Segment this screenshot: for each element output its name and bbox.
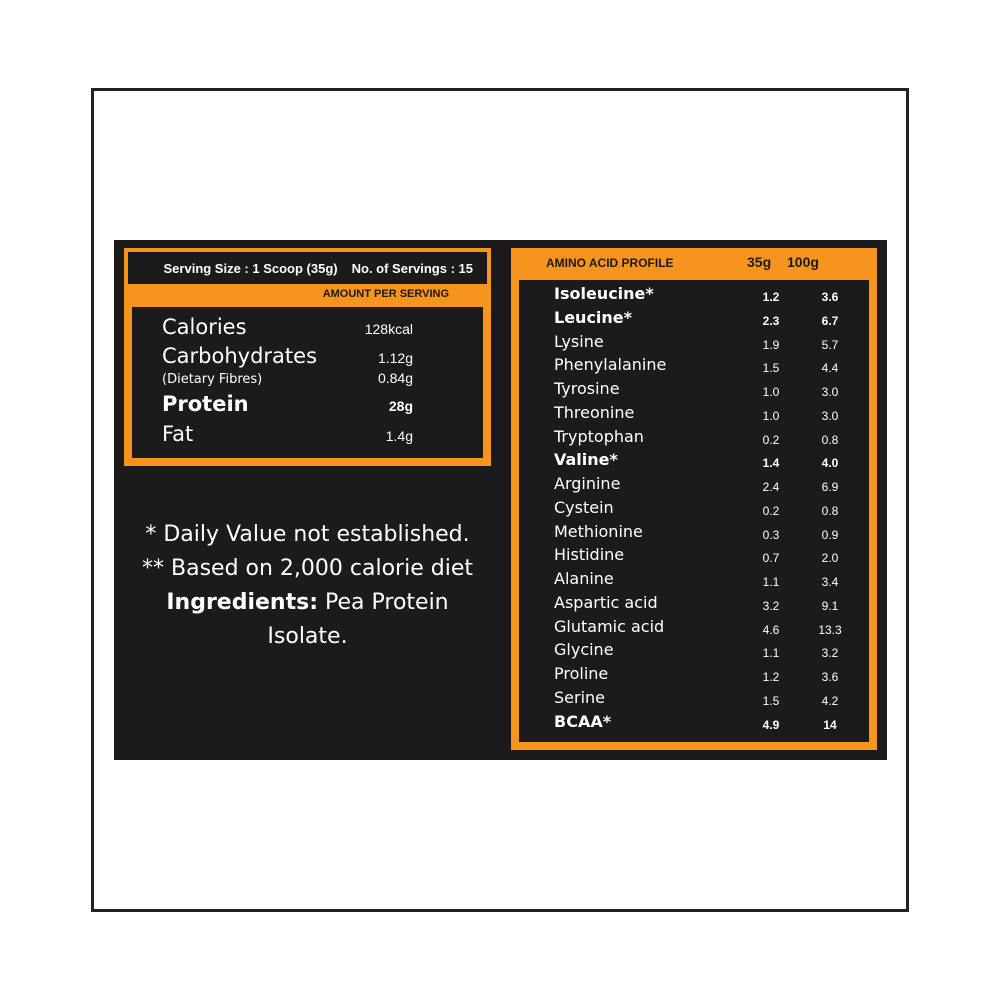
amino-value-35g: 1.2 [762,670,780,684]
amino-value-35g: 1.5 [762,693,780,708]
note-daily-value: * Daily Value not established. [145,522,470,547]
amino-name: Methionine [554,521,643,541]
nutrient-name: Protein [162,392,249,416]
amino-value-100g: 0.8 [821,503,839,518]
nutrition-row [162,392,413,416]
amino-value-100g: 4.0 [821,456,839,471]
amino-value-35g: 3.2 [762,598,780,613]
servings-count: No. of Servings : 15 [351,260,473,276]
nutrition-table [128,303,487,462]
serving-info [128,252,487,284]
amino-value-35g: 0.7 [762,551,780,566]
amino-acid-profile-box [511,248,877,750]
amino-value-35g: 1.2 [762,290,780,304]
amino-name: Leucine* [554,307,633,327]
amino-row [519,498,869,522]
amino-name: Aspartic acid [554,592,658,612]
nutrition-row [162,344,413,368]
amino-row [519,474,869,498]
amino-value-35g: 0.2 [762,432,780,447]
amino-value-100g: 3.6 [821,670,839,684]
amino-value-100g: 9.1 [821,598,839,613]
amino-row [519,593,869,617]
amino-row [519,688,869,712]
amino-value-35g: 1.1 [762,646,780,661]
amino-name: Valine* [554,450,618,470]
amino-name: Isoleucine* [554,284,654,303]
amino-value-100g: 3.6 [821,290,839,304]
amino-name: Glycine [554,640,614,660]
ingredients [124,586,491,654]
ingredients-value: Pea Protein Isolate. [267,590,449,649]
amino-value-100g: 5.7 [821,337,839,352]
nutrition-row [162,370,413,387]
amino-value-100g: 14 [823,717,837,732]
amino-row [519,712,869,736]
amino-row [519,664,869,688]
amino-table [515,276,873,746]
amount-per-serving-header: AMOUNT PER SERVING [322,288,449,300]
amino-value-100g: 6.9 [821,480,839,494]
nutrient-value: 1.12g [377,350,413,366]
amino-header [511,248,877,276]
amino-name: Cystein [554,497,614,517]
nutrient-name: (Dietary Fibres) [162,372,263,387]
amino-value-100g: 4.4 [821,361,839,376]
nutrient-value: 28g [388,398,413,414]
nutrition-row [162,315,413,339]
col-35g: 35g [747,254,772,270]
nutrition-facts-box [124,248,491,466]
amino-title: AMINO ACID PROFILE [546,256,674,270]
amino-value-35g: 0.2 [762,503,780,518]
nutrient-value: 1.4g [385,428,413,444]
amino-row [519,403,869,427]
amino-row [519,332,869,356]
amino-row [519,569,869,593]
amino-value-35g: 1.0 [762,408,780,423]
amino-value-100g: 3.0 [821,408,839,423]
amino-name: Arginine [554,474,621,493]
amino-row [519,308,869,332]
amino-row [519,379,869,403]
amino-value-35g: 2.3 [762,313,780,328]
amino-value-100g: 6.7 [821,313,839,328]
amino-value-35g: 1.1 [762,575,780,589]
amino-row [519,522,869,546]
nutrition-row [162,422,413,446]
amino-name: Tyrosine [554,379,620,398]
amino-row [519,427,869,451]
amino-name: BCAA* [554,711,612,731]
notes [124,518,491,654]
amino-value-35g: 4.9 [762,717,780,732]
amino-name: Tryptophan [554,426,644,446]
amino-value-100g: 3.4 [821,575,839,589]
amino-name: Phenylalanine [554,355,667,375]
amino-row [519,545,869,569]
amino-row [519,640,869,664]
amino-value-100g: 0.8 [821,432,839,447]
amino-value-35g: 1.4 [762,456,780,471]
amino-value-100g: 2.0 [821,551,839,566]
amino-value-35g: 1.5 [762,361,780,376]
amino-name: Glutamic acid [554,616,665,636]
amino-value-35g: 2.4 [762,480,780,494]
amino-name: Serine [554,687,606,707]
amino-row [519,284,869,308]
amino-value-100g: 0.9 [821,527,839,542]
nutrient-value: 0.84g [377,370,413,386]
amino-value-100g: 3.2 [821,646,839,661]
amino-value-35g: 1.0 [762,385,780,399]
amino-name: Threonine [554,402,635,422]
note-calorie-diet: ** Based on 2,000 calorie diet [142,556,473,581]
amino-row [519,450,869,474]
amino-value-35g: 0.3 [762,527,780,542]
amino-value-35g: 1.9 [762,337,780,352]
amino-row [519,355,869,379]
amino-value-35g: 4.6 [762,622,780,637]
nutrient-name: Calories [162,315,247,339]
ingredients-label: Ingredients: [166,590,319,615]
nutrient-name: Fat [162,422,194,446]
amino-value-100g: 13.3 [818,622,842,637]
col-100g: 100g [787,254,819,270]
amino-name: Proline [554,664,609,683]
amino-value-100g: 3.0 [821,385,839,399]
amino-name: Histidine [554,545,625,565]
amino-row [519,617,869,641]
amino-value-100g: 4.2 [821,693,839,708]
nutrient-value: 128kcal [364,321,413,337]
amino-name: Lysine [554,331,604,351]
amino-name: Alanine [554,569,614,588]
nutrient-name: Carbohydrates [162,344,318,368]
serving-size: Serving Size : 1 Scoop (35g) [163,260,338,276]
